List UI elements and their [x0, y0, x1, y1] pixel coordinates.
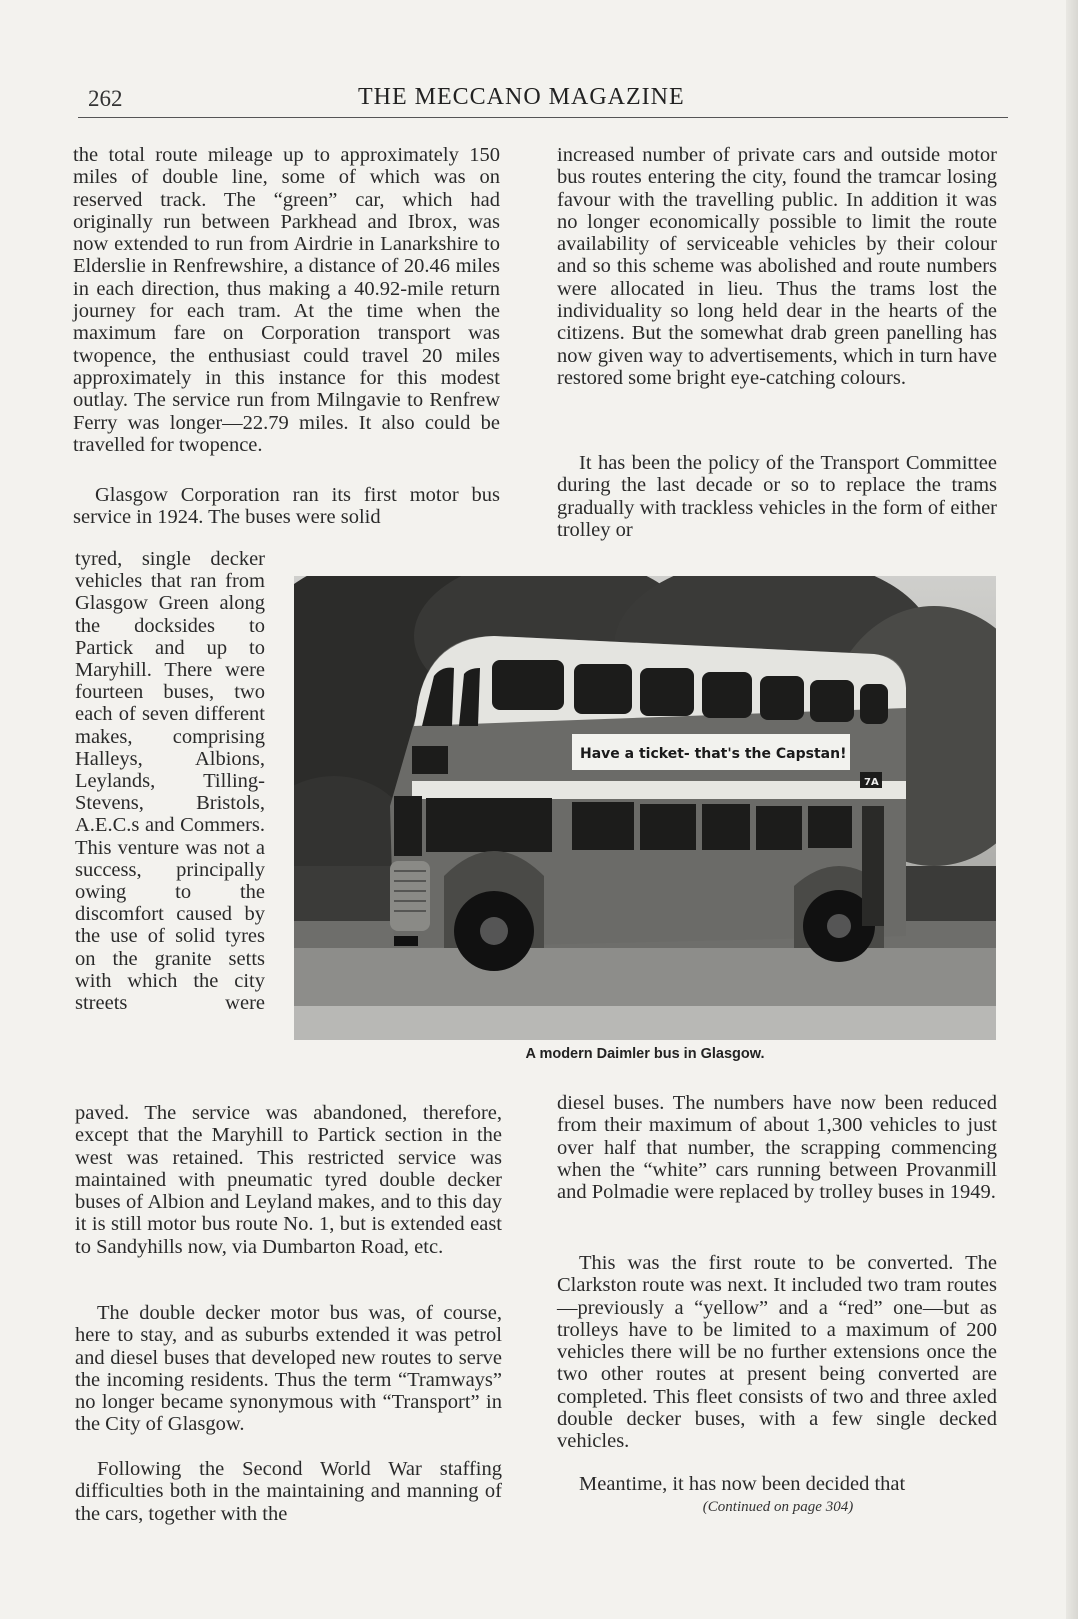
magazine-title: THE MECCANO MAGAZINE: [358, 84, 685, 110]
left-paragraph-4: The double decker motor bus was, of course, here to stay, and as suburbs extended it was petrol and diesel buses that developed new routes to serve the incoming residents. Thus the term “Tramways” no longer became synonymous with “Transport” in the City of Glasgow.: [75, 1302, 502, 1436]
right-paragraph-4: This was the first route to be converted. The Clarkston route was next. It included two tram routes—previously a “yellow” and a “red” one—but as trolleys have to be limited to a maximum of 200 vehicles there will be no further extensions once the two other routes at present being converted are completed. This fleet consists of two and three axled double decker buses, with a few single decked vehicles.: [557, 1252, 997, 1453]
right-paragraph-5: Meantime, it has now been decided that: [579, 1473, 906, 1495]
right-paragraph-2: It has been the policy of the Transport Committee during the last decade or so to replace the trams gradually with trackless vehicles in the form of either trolley or: [557, 452, 997, 541]
bus-advert-text: Have a ticket- that's the Capstan!: [580, 746, 847, 762]
page-edge: [1066, 0, 1078, 1619]
left-paragraph-1: the total route mileage up to approximately 150 miles of double line, some of which was on reserved track. The “green” car, which had originally run between Parkhead and Ibrox, was now extended to run from Airdrie in Lanarkshire to Elderslie in Renfrewshire, a distance of 20.46 miles in each direction, thus making a 40.92-mile return journey for each tram. At the time when the maximum fare on Corporation transport was twopence, the enthusiast could travel 20 miles approximately in this instance for this modest outlay. The service run from Milngavie to Renfrew Ferry was longer—22.79 miles. It also could be travelled for twopence.: [73, 144, 500, 456]
photo-caption: A modern Daimler bus in Glasgow.: [525, 1046, 765, 1062]
bus-photo: [294, 576, 996, 1040]
page-number: 262: [88, 86, 123, 111]
right-paragraph-3: diesel buses. The numbers have now been reduced from their maximum of about 1,300 vehicles to just over half that number, the scrapping commencing when the “white” cars running between Provanmill and Polmadie were replaced by trolley buses in 1949.: [557, 1092, 997, 1204]
right-paragraph-1: increased number of private cars and outside motor bus routes entering the city, found the tramcar losing favour with the travelling public. In addition it was no longer economically possible to limit the route availability of serviceable vehicles by their colour and so this scheme was abolished and route numbers were allocated in lieu. Thus the trams lost the individuality so long held dear in the hearts of the citizens. But the somewhat drab green panelling has now given way to advertisements, which in turn have restored some bright eye-catching colours.: [557, 144, 997, 389]
route-number: 7A: [864, 777, 879, 788]
left-paragraph-3: paved. The service was abandoned, therefore, except that the Maryhill to Partick section in the west was retained. This restricted service was maintained with pneumatic tyred double decker buses of Albion and Leyland makes, and to this day it is still motor bus route No. 1, but is extended east to Sandyhills now, via Dumbarton Road, etc.: [75, 1102, 502, 1258]
left-paragraph-5: Following the Second World War staffing difficulties both in the maintaining and manning of the cars, together with the: [75, 1458, 502, 1525]
header-rule: [78, 117, 1008, 118]
left-paragraph-2: Glasgow Corporation ran its first motor bus service in 1924. The buses were solid: [73, 484, 500, 529]
bus-illustration: [294, 576, 996, 1040]
page-header: [0, 80, 1010, 116]
wrapped-text-column: tyred, single decker vehicles that ran from Glasgow Green along the docksides to Partick and up to Maryhill. There were fourteen buses, two each of seven different makes, comprising Halleys, Albions, Leylands, Tilling-Stevens, Bristols, A.E.C.s and Commers. This venture was not a success, principally owing to the discomfort caused by the use of solid tyres on the granite setts with which the city streets were: [75, 548, 265, 1015]
continued-note: (Continued on page 304): [702, 1499, 854, 1515]
